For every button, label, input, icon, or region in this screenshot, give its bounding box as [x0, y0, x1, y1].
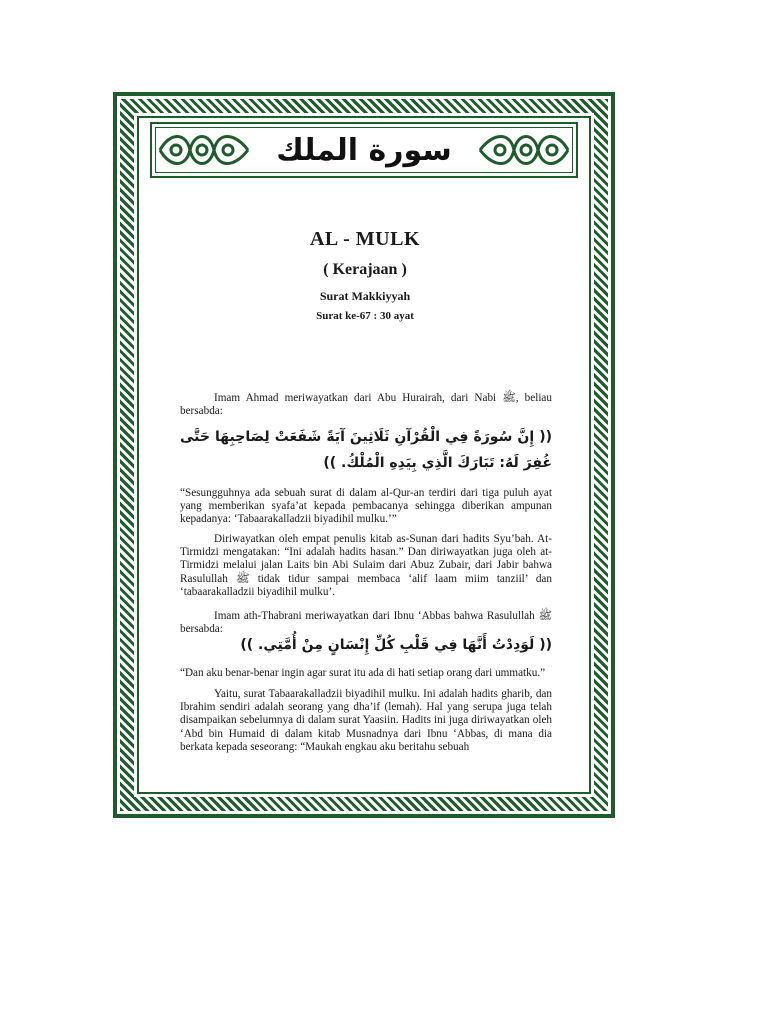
paragraph-hadith-translation-2: “Dan aku benar-benar ingin agar surat itu ada di hati setiap orang dari ummatku.”: [180, 667, 546, 679]
surah-type-label: Surat Makkiyyah: [319, 289, 411, 303]
paragraph-commentary: Yaitu, surat Tabaarakalladzii biyadihil mulku. Ini adalah hadits gharib, dan Ibrahim sendiri adalah seorang yang dha’if (lemah). Hal yang serupa juga telah disampaikan sebelumnya di dalam surat Yaasiin. Hadits ini juga diriwayatkan oleh ‘Abd bin Humaid di dalam kitab Musnadnya dari Ibnu ‘Abbas, di mana dia berkata kepada seseorang: “Maukah engkau aku beritahu sebuah: [180, 688, 552, 753]
paragraph-hadith-intro: Imam Ahmad meriwayatkan dari Abu Hurairah, dari Nabi ﷺ, beliau bersabda:: [180, 392, 552, 418]
paragraph-narration-sources: Diriwayatkan oleh empat penulis kitab as-Sunan dari hadits Syu’bah. At-Tirmidzi mengatakan: “Ini adalah hadits hasan.” Dan diriwayatkan juga oleh at-Tirmidzi melalui jalan Laits bin Abi Sulaim dari Abuz Zubair, dari Jabir bahwa Rasulullah ﷺ tidak tidur sampai membaca ‘alif laam miim tanziil’ dan ‘tabaarakalladzii biyadihil mulku’.: [180, 533, 552, 598]
paragraph-thabrani-intro: Imam ath-Thabrani meriwayatkan dari Ibnu ‘Abbas bahwa Rasulullah ﷺ bersabda:: [180, 610, 552, 636]
arabesque-ornament-right-icon: [476, 128, 572, 172]
paragraph-hadith-translation: “Sesungguhnya ada sebuah surat di dalam al-Qur-an terdiri dari tiga puluh ayat yang memberikan syafa’at kepada pembacanya sehingga diberikan ampunan kepadanya: ‘Tabaarakalladzii biyadihil mulku.’”: [180, 487, 552, 526]
surah-info-label: Surat ke-67 : 30 ayat: [316, 310, 414, 322]
arabic-surah-title: سورة الملك: [276, 132, 452, 168]
surah-name-title: AL - MULK: [309, 228, 421, 250]
surah-meaning-subtitle: ( Kerajaan ): [323, 261, 407, 278]
arabesque-ornament-left-icon: [156, 128, 252, 172]
arabic-hadith-text-2: (( لَوَدِدْتُ أَنَّهَا فِي قَلْبِ كُلِّ إِنْسَانٍ مِنْ أُمَّتِي. )): [240, 637, 552, 653]
arabic-hadith-text-1: (( إِنَّ سُورَةً فِي الْقُرْآنِ ثَلَاثِينَ آيَةً شَفَعَتْ لِصَاحِبِهَا حَتَّى غُفِرَ لَهُ: تَبَارَكَ الَّذِي بِيَدِهِ الْمُلْكُ. )): [180, 429, 552, 471]
surah-header-banner: [150, 122, 578, 178]
